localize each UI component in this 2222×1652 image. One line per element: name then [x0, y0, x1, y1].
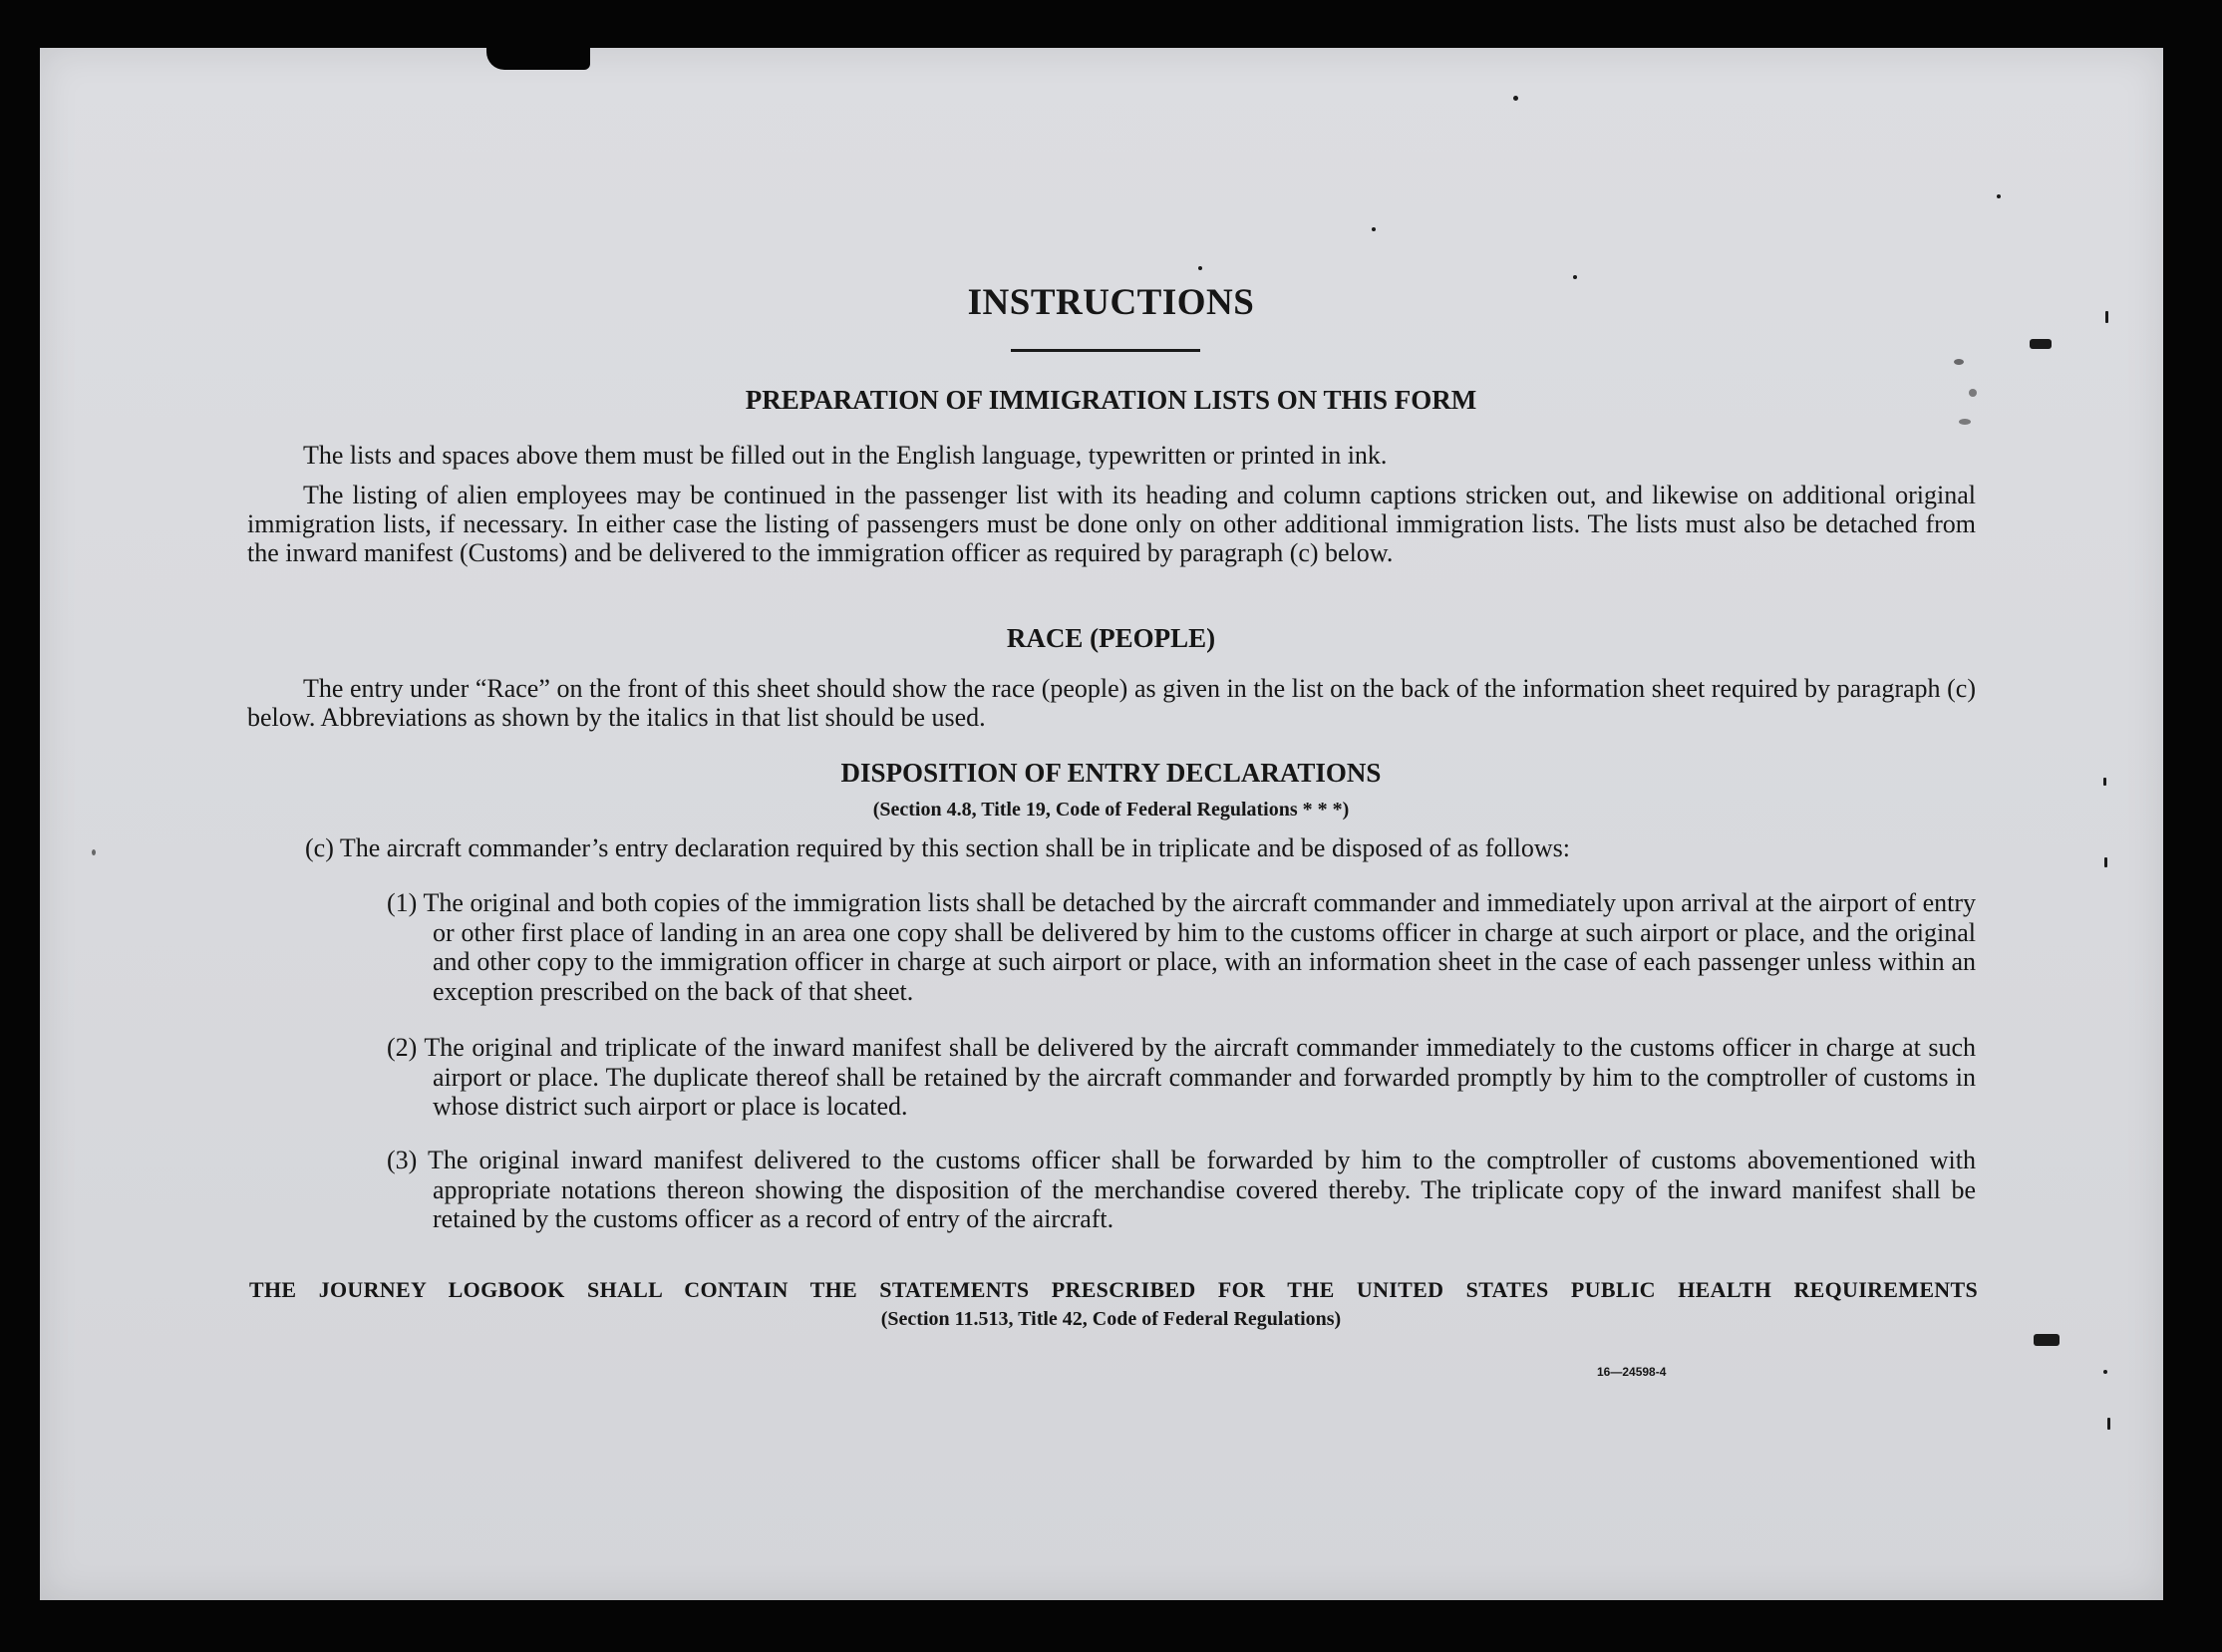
scan-speck — [2103, 1370, 2107, 1374]
section-caption-disposition: (Section 4.8, Title 19, Code of Federal Regulations * * *) — [872, 799, 1350, 821]
list-item-text: The original and both copies of the immigration lists shall be detached by the aircraft commander and immediately upon arrival at the airport of entry or other first place of landing in an area one copy shall be delivered by him to the customs officer in charge at such airport or place, and the original and other copy to the immigration officer in charge at such airport or place, with an information sheet in the case of each passenger unless within an exception prescribed on the back of that sheet. — [423, 888, 1977, 1006]
paragraph-c: (c) The aircraft commander’s entry declaration required by this section shall be in triplicate and be disposed of as follows: — [305, 833, 1571, 862]
scan-speck — [2034, 1334, 2060, 1346]
section-heading-disposition: DISPOSITION OF ENTRY DECLARATIONS — [840, 758, 1382, 788]
page-title: INSTRUCTIONS — [967, 282, 1255, 323]
section-heading-preparation: PREPARATION OF IMMIGRATION LISTS ON THIS FORM — [745, 385, 1477, 415]
scan-speck — [2104, 857, 2107, 867]
list-item-text: The original and triplicate of the inward manifest shall be delivered by the aircraft commander immediately to the customs officer in charge at such airport or place. The duplicate thereof shall be retained by the aircraft commander and forwarded promptly by him to the comptroller of customs in whose district such airport or place is located. — [424, 1033, 1977, 1121]
scan-speck — [2030, 339, 2052, 349]
footer-caption: (Section 11.513, Title 42, Code of Federal Regulations) — [880, 1308, 1342, 1330]
form-number: 16—24598-4 — [1597, 1365, 1667, 1379]
list-item-number: (1) — [387, 888, 418, 917]
list-item-text: The original inward manifest delivered to the customs officer shall be forwarded by him to the comptroller of customs abovementioned with appropriate notations thereon showing the disposition of the merchandise covered thereby. The triplicate copy of the inward manifest shall be retained by the customs officer as a record of entry of the aircraft. — [427, 1146, 1976, 1233]
scan-speck — [2107, 1418, 2110, 1430]
paragraph-preparation-1: The lists and spaces above them must be filled out in the English language, typewritten or printed in ink. — [303, 441, 1388, 470]
title-underline — [1011, 349, 1200, 352]
scan-speck — [1573, 275, 1577, 279]
scan-speck — [1954, 359, 1964, 365]
paragraph-preparation-2: The listing of alien employees may be continued in the passenger list with its heading and column captions stricken out, and likewise on additional original immigration lists, if necessary. In either case the listing of passengers must be done only on other additional immigration lists. The lists must also be detached from the inward manifest (Customs) and be delivered to the immigration officer as required by paragraph (c) below. — [247, 481, 1976, 567]
torn-corner-tab — [486, 42, 590, 70]
list-item-3 — [359, 1146, 1976, 1234]
scan-speck — [1513, 96, 1518, 101]
section-heading-race: RACE (PEOPLE) — [1006, 623, 1216, 653]
scan-speck — [1997, 194, 2001, 198]
list-item-1 — [359, 888, 1976, 1006]
scan-speck — [1198, 266, 1202, 270]
footer-statement: THE JOURNEY LOGBOOK SHALL CONTAIN THE STATEMENTS PRESCRIBED FOR THE UNITED STATES PUBLIC HEALTH REQUIREMENTS — [249, 1277, 1978, 1302]
scan-speck — [1959, 419, 1971, 425]
list-item-number: (3) — [387, 1146, 418, 1174]
list-item-number: (2) — [387, 1033, 418, 1062]
scan-speck — [92, 849, 96, 855]
list-item-2 — [359, 1033, 1976, 1122]
scan-speck — [1372, 227, 1376, 231]
paragraph-race: The entry under “Race” on the front of this sheet should show the race (people) as given in the list on the back of the information sheet required by paragraph (c) below. Abbreviations as shown by the italics in that list should be used. — [247, 674, 1976, 732]
